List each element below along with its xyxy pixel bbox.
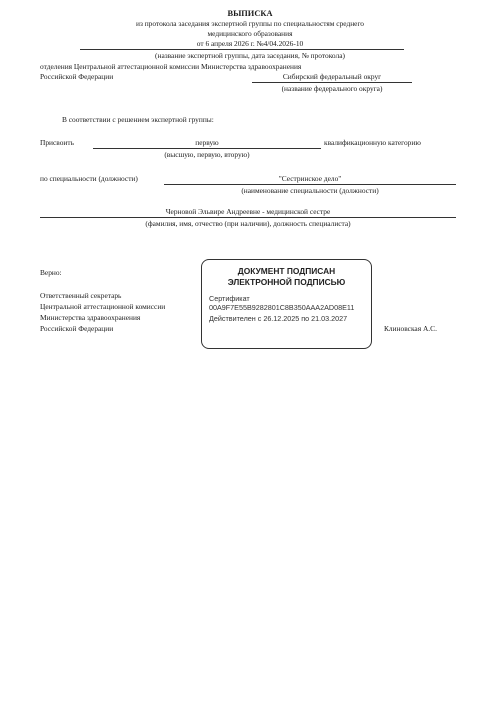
assign-label: Присвоить bbox=[40, 138, 74, 147]
person-value: Черновой Эльвире Андреевне - медицинской сестре bbox=[165, 207, 331, 216]
stamp-cert-label: Сертификат bbox=[209, 294, 250, 303]
protocol-underline bbox=[80, 49, 404, 50]
category-value: первую bbox=[195, 138, 219, 147]
electronic-signature-stamp bbox=[201, 259, 372, 349]
district-caption: (название федерального округа) bbox=[281, 84, 383, 93]
person-underline bbox=[40, 217, 456, 218]
category-underline bbox=[93, 148, 321, 149]
category-suffix: квалификационную категорию bbox=[324, 138, 421, 147]
secretary-line-3: Министерства здравоохранения bbox=[40, 313, 141, 322]
stamp-heading-line2: ЭЛЕКТРОННОЙ ПОДПИСЬЮ bbox=[227, 276, 346, 287]
specialty-label: по специальности (должности) bbox=[40, 174, 138, 183]
district-underline bbox=[252, 82, 412, 83]
person-caption: (фамилия, имя, отчество (при наличии), должность специалиста) bbox=[145, 219, 351, 228]
category-caption: (высшую, первую, вторую) bbox=[164, 150, 250, 159]
document-subtitle-line2: медицинского образования bbox=[207, 29, 293, 38]
department-line: отделения Центральной аттестационной комиссии Министерства здравоохранения bbox=[40, 62, 302, 71]
secretary-name: Клиновская А.С. bbox=[384, 324, 437, 333]
protocol-caption: (название экспертной группы, дата заседания, № протокола) bbox=[155, 51, 345, 60]
stamp-heading bbox=[202, 266, 371, 287]
specialty-value: "Сестринское дело" bbox=[278, 174, 342, 183]
verified-label: Верно: bbox=[40, 268, 62, 277]
document-subtitle-line1: из протокола заседания экспертной группы по специальностям среднего bbox=[136, 19, 364, 28]
protocol-line: от 6 апреля 2026 г. №4/04.2026-10 bbox=[196, 39, 304, 48]
document-title: ВЫПИСКА bbox=[227, 9, 273, 18]
federal-district: Сибирский федеральный округ bbox=[282, 72, 382, 81]
decision-intro: В соответствии с решением экспертной группы: bbox=[62, 115, 214, 124]
country-line: Российской Федерации bbox=[40, 72, 114, 81]
stamp-heading-line1: ДОКУМЕНТ ПОДПИСАН bbox=[237, 266, 336, 276]
secretary-line-2: Центральной аттестационной комиссии bbox=[40, 302, 166, 311]
stamp-cert-number: 00A9F7E55B9282801C8B350AAA2AD08E11 bbox=[209, 303, 355, 313]
specialty-underline bbox=[164, 184, 456, 185]
secretary-line-1: Ответственный секретарь bbox=[40, 291, 122, 300]
stamp-body bbox=[209, 294, 367, 323]
stamp-valid-text: Действителен с 26.12.2025 по 21.03.2027 bbox=[209, 313, 348, 323]
specialty-caption: (наименование специальности (должности) bbox=[241, 186, 379, 195]
secretary-line-4: Российской Федерации bbox=[40, 324, 114, 333]
